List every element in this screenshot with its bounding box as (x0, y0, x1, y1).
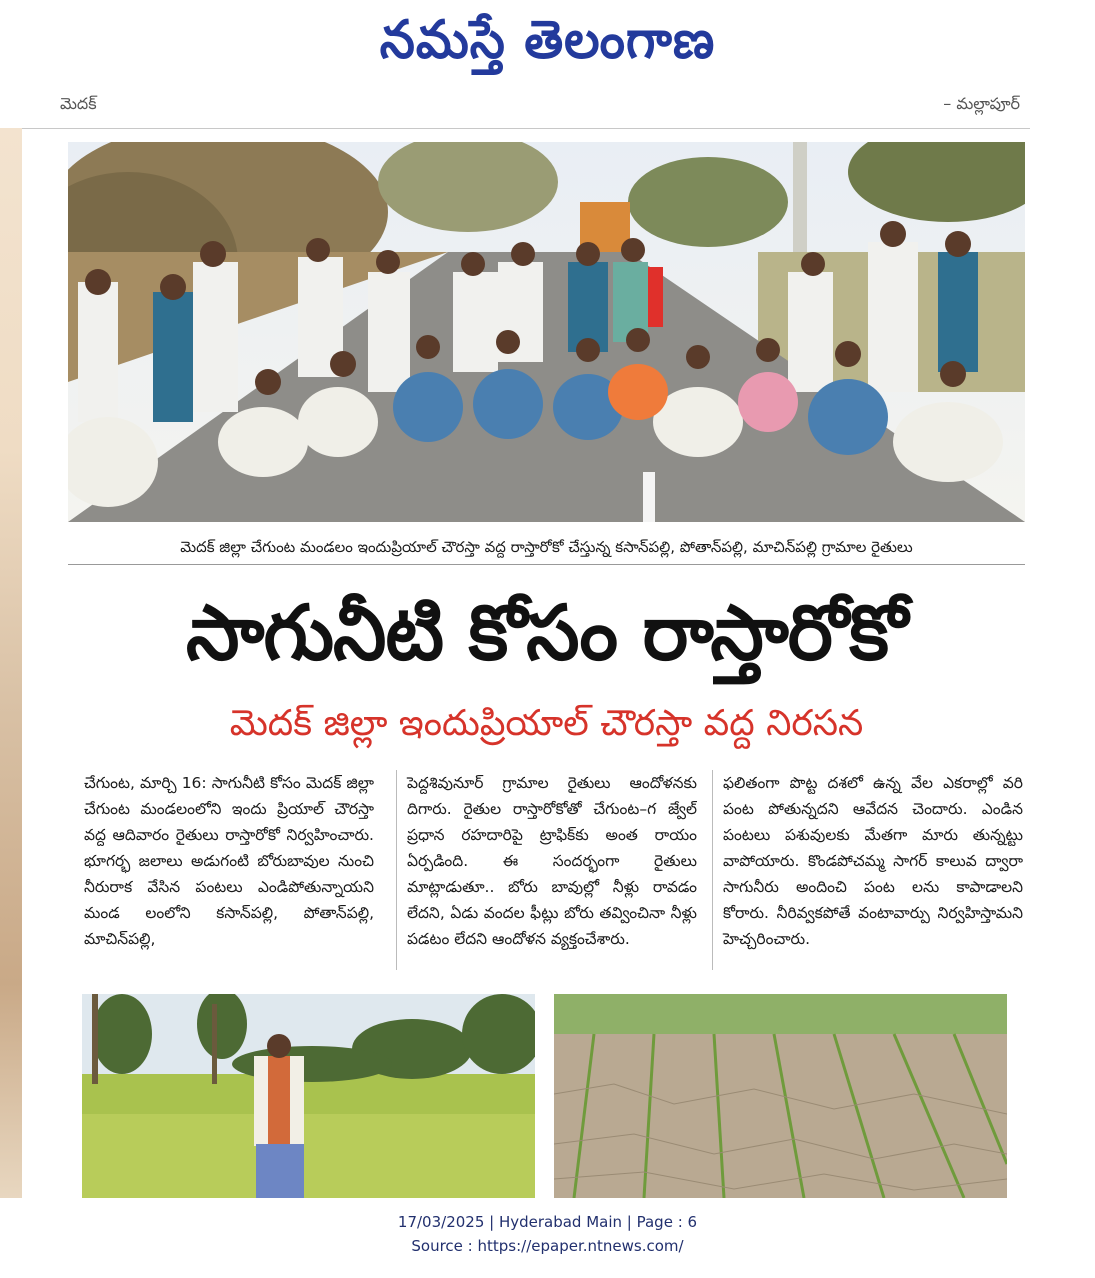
article-column-1: చేగుంట, మార్చి 16: సాగునీటి కోసం మెదక్ జిల్లా చేగుంట మండలంలోని ఇందు ప్రియాల్ చౌరస్తా వద్ద ఆదివారం రైతులు రాస్తారోకో నిర్వహించారు. భూగర్భ జలాలు అడుగంటి బోరుబావుల నుంచి నీరురాక వేసిన పంటలు ఎండిపోతున్నాయని మండ లంలోని కసాన్‌పల్లి, పోతాన్‌పల్లి, మాచిన్‌పల్లి, (84, 774, 374, 948)
page-footer (0, 1210, 1095, 1258)
adjacent-page-edge (0, 128, 22, 1198)
footer-source: Source : https://epaper.ntnews.com/ (411, 1237, 684, 1255)
farmer-in-field-photo (82, 994, 535, 1198)
dried-paddy-field-photo (554, 994, 1007, 1198)
headline: సాగునీటి కోసం రాస్తారోకో (186, 588, 907, 677)
crop-photo-graphic (554, 994, 1007, 1198)
masthead-title: నమస్తే తెలంగాణ (379, 8, 716, 71)
subheadline: మెదక్ జిల్లా ఇందుప్రియాల్ చౌరస్తా వద్ద నిరసన (229, 703, 864, 744)
footer-edition-info: 17/03/2025 | Hyderabad Main | Page : 6 (397, 1213, 698, 1231)
protest-photo-graphic (68, 142, 1025, 522)
article-column-2: పెద్దశివునూర్ గ్రామాల రైతులు ఆందోళనకు దిగారు. రైతుల రాస్తారోకోతో చేగుంట–గ జ్వేల్ ప్రధాన రహదారిపై ట్రాఫిక్‌కు అంత రాయం ఏర్పడింది. ఈ సందర్భంగా రైతులు మాట్లాడుతూ.. బోరు బావుల్లో నీళ్లు రావడం లేదని, ఏడు వందల ఫీట్లు బోరు తవ్వించినా నీళ్లు పడటం లేదని ఆందోళన వ్యక్తంచేశారు. (396, 770, 697, 970)
newspaper-masthead (0, 0, 1095, 92)
protest-photo (68, 142, 1025, 522)
photo-caption: మెదక్ జిల్లా చేగుంట మండలం ఇందుప్రియాల్ చౌరస్తా వద్ద రాస్తారోకో చేస్తున్న కసాన్‌పల్లి, పోతాన్‌పల్లి, మాచిన్‌పల్లి గ్రామాల రైతులు (68, 530, 1025, 565)
top-strip (0, 94, 1030, 129)
article-column-3: ఫలితంగా పొట్ట దశలో ఉన్న వేల ఎకరాల్లో వరి పంట పోతున్నదని ఆవేదన చెందారు. ఎండిన పంటలు పశువులకు మేతగా మారు తున్నట్టు వాపోయారు. కొండపోచమ్మ సాగర్ కాలువ ద్వారా సాగునీరు అందించి పంట లను కాపాడాలని కోరారు. నీరివ్వకపోతే వంటావార్పు నిర్వహిస్తామని హెచ్చరించారు. (712, 770, 1023, 970)
top-strip-right-fragment: – మల్లాపూర్ (943, 94, 1020, 113)
top-strip-left-fragment: మెదక్ (60, 94, 97, 113)
farmer-photo-graphic (82, 994, 535, 1198)
